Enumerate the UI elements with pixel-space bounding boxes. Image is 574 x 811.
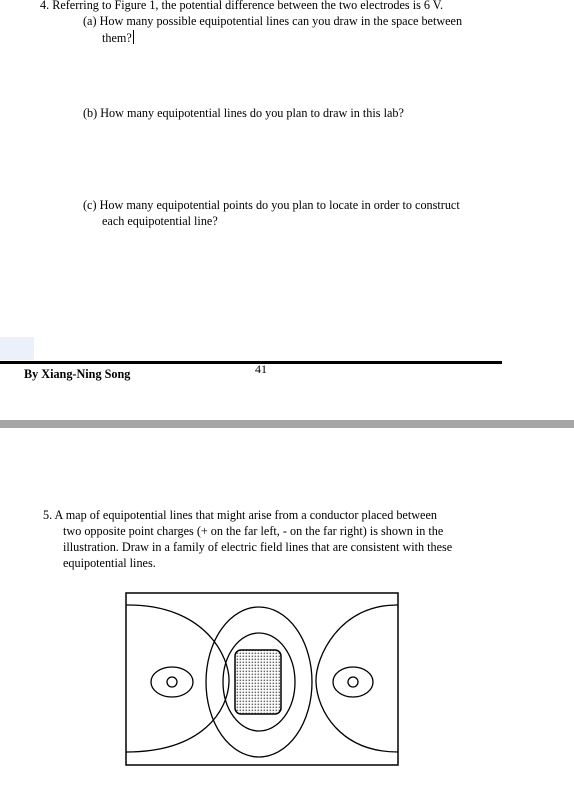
footer-author: By Xiang-Ning Song	[24, 367, 131, 381]
question-5-line-3: illustration. Draw in a family of electric field lines that are consistent with these	[63, 540, 453, 554]
question-4a-line-2[interactable]: them?	[102, 31, 132, 45]
equipotential-figure	[125, 592, 401, 768]
page-number: 41	[255, 362, 267, 376]
question-4c-line-2: each equipotential line?	[102, 214, 218, 228]
page-separator	[0, 420, 574, 428]
margin-highlight	[0, 337, 34, 360]
question-4-stem: 4. Referring to Figure 1, the potential difference between the two electrodes is 6 V.	[40, 0, 444, 12]
question-4a-line-1: (a) How many possible equipotential lines can you draw in the space between	[83, 14, 463, 28]
question-4c-line-1: (c) How many equipotential points do you plan to locate in order to construct	[83, 198, 460, 212]
question-5-line-4: equipotential lines.	[63, 556, 156, 570]
conductor	[235, 650, 281, 714]
text-caret	[133, 30, 134, 44]
question-4b: (b) How many equipotential lines do you plan to draw in this lab?	[83, 106, 404, 120]
question-5-line-1: 5. A map of equipotential lines that might arise from a conductor placed between	[43, 508, 437, 522]
question-5-line-2: two opposite point charges (+ on the far left, - on the far right) is shown in the	[63, 524, 444, 538]
page-lower	[0, 428, 574, 811]
footer-rule	[0, 361, 502, 364]
